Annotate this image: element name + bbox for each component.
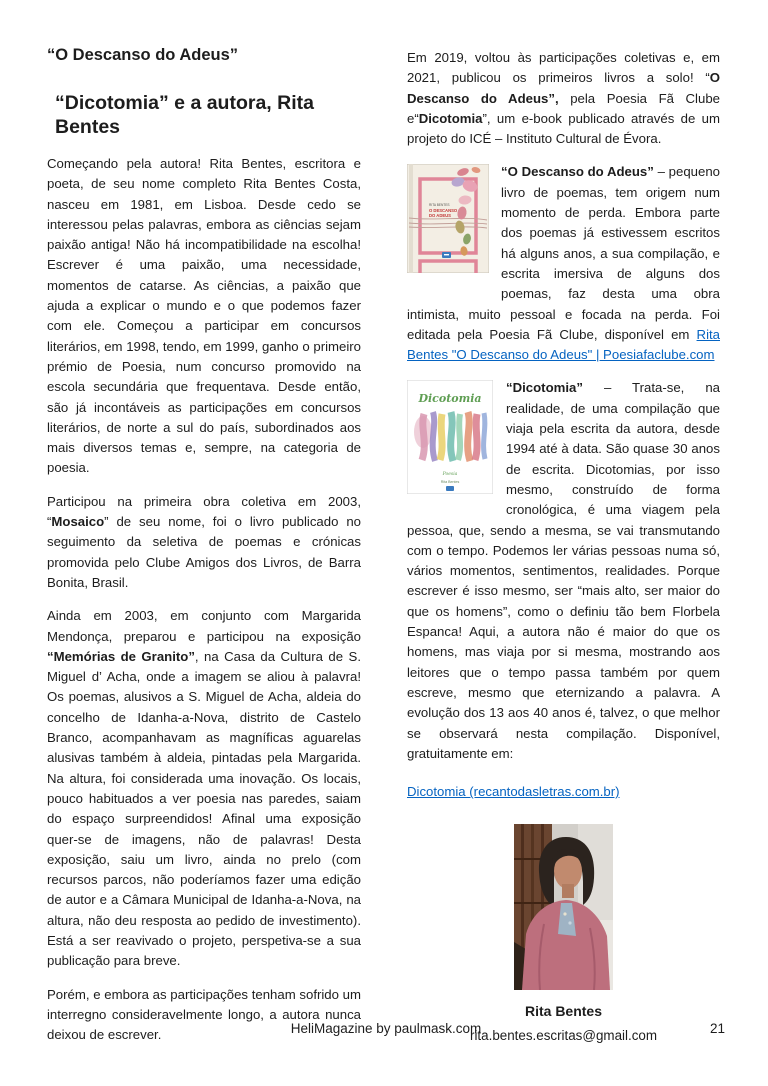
article-title: “O Descanso do Adeus” <box>47 46 239 64</box>
cover-title-script: Dicotomia <box>418 392 482 406</box>
bold-title-memorias: “Memórias de Granito” <box>47 648 195 664</box>
cover-title-line1: O DESCANSO <box>429 208 458 214</box>
link-recantodasletras[interactable]: Dicotomia (recantodasletras.com.br) <box>407 784 620 800</box>
link-poesiafaclube[interactable]: Rita Bentes "O Descanso do Adeus" | Poesiafaclube.com <box>407 326 720 363</box>
book-cover-descanso-art <box>407 164 489 273</box>
text-segment: – Trata-se, na realidade, de uma compilação que viaja pela escrita da autora, desde 1994 até à data. São quase 30 anos de escrita. Dicotomias, por isso mesmo, construído de forma cronológica, é uma viagem pela pessoa, que, sendo a mesma, se vai transmutando com o tempo. Podemos ler várias pessoas numa só, vários momentos, sentimentos, realidades. Porque escrever é isso mesmo, ser “mais alto, ser maior do que os homens”, como o definiu tão bem Florbela Espanca! Aqui, a autora não é maior do que os homens, mas viaja por si mesma, mostrando aos leitores que o tempo passa também por quem escreve, mesmo que eternizando a palavra. A evolução dos 13 aos 40 anos é, talvez, o que melhor se observará nesta compilação. Disponível, gratuitamente em: <box>407 380 720 761</box>
bold-book-title: “Dicotomia” <box>506 380 583 396</box>
paragraph-porem: Porém, e embora as participações tenham sofrido um interregno consideravelmente longo, a autora nunca deixou de escrever. <box>47 986 361 1043</box>
right-column <box>407 45 720 1045</box>
bold-title-mosaico: Mosaico <box>51 514 105 530</box>
paragraph-mosaico <box>47 492 361 593</box>
book-cover-dicotomia-art <box>407 380 493 494</box>
book-cover-descanso-image <box>407 164 489 279</box>
left-column <box>47 45 361 1045</box>
cover-author-text: Rita Bentes <box>440 480 460 485</box>
text-segment: Participou na primeira obra coletiva em 2003, “ <box>47 493 361 530</box>
text-segment: pela Poesia Fã Clube e“ <box>407 90 720 126</box>
author-photo <box>514 824 613 990</box>
text-segment: ” de seu nome, foi o livro publicado no seguimento da seletiva de poemas e crónicas promovida pelo Clube Amigos dos Livros, de Barra Bonita, Brasil. <box>47 514 361 590</box>
footer-credit: HeliMagazine by paulmask.com <box>290 1021 482 1036</box>
bold-title-dicotomia: Dicotomia <box>418 110 483 126</box>
text-segment: – pequeno livro de poemas, tem origem num momento de perda. Embora parte dos poemas já estivessem escritos há alguns anos, a sua compilação, e escrita imersiva de alguns dos poemas, faz desta uma obra intimista, muito pessoal e focada na perda. Foi editada pela Poesia Fã Clube, disponível em <box>407 164 720 342</box>
bold-title-descanso: O Descanso do Adeus”, <box>407 70 720 106</box>
link-line <box>407 782 720 802</box>
paragraph-book-descanso <box>407 162 720 365</box>
text-segment: Em 2019, voltou às participações coletivas e, em 2021, publicou os primeiros livros a solo! “ <box>407 50 720 86</box>
page-number: 21 <box>709 1021 725 1036</box>
cover-subtitle-text: Poesia <box>442 472 458 478</box>
bold-book-title: “O Descanso do Adeus” <box>501 164 654 180</box>
article-subtitle: “Dicotomia” e a autora, Rita Bentes <box>55 92 314 138</box>
cover-author-text: RITA BENTES <box>429 203 450 208</box>
page-content <box>47 45 721 1045</box>
text-segment: ”, um e-book publicado através de um projeto do ICÉ – Instituto Cultural de Évora. <box>407 110 720 147</box>
author-name-caption: Rita Bentes <box>524 1003 603 1020</box>
paragraph-2019 <box>407 48 720 149</box>
cover-title-line2: DO ADEUS <box>429 213 451 219</box>
text-segment: Ainda em 2003, em conjunto com Margarida Mendonça, preparou e participou na exposição <box>47 608 361 644</box>
author-email: rita.bentes.escritas@gmail.com <box>470 1028 657 1044</box>
paragraph-book-dicotomia <box>407 378 720 764</box>
paragraph-memorias <box>47 606 361 971</box>
paragraph-bio: Começando pela autora! Rita Bentes, escritora e poeta, de seu nome completo Rita Bentes Costa, nasceu em 1981, em Lisboa. Desde cedo se interessou pelas palavras, embora as ciências sejam paixão antiga! Não há incompatibilidade na escolha! Escrever é uma paixão, uma necessidade, momentos de catarse. As ciências, a paixão que ajuda a explicar o mundo e o que podemos fazer com ele. Começou a participar em concursos literários, em 1998, tendo, em 1999, ganho o primeiro prémio de Poesia, num concurso promovido na escola secundária que frequentava. Desde então, são já incontáveis as participações em concursos literários, de norte a sul do país, subordinados aos mais diversos temas e, sempre, na categoria de poesia. <box>47 156 361 476</box>
text-segment: , na Casa da Cultura de S. Miguel d’ Acha, onde a imagem se aliou à palavra! Os poemas, alusivos a S. Miguel de Acha, aldeia do concelho de Idanha-a-Nova, distrito de Castelo Branco, acompanhavam as magníficas aguarelas alusivas também à aldeia, pintadas pela Margarida. Na altura, foi considerada uma inovação. Os locais, pouco habituados a ver poesia nas paredes, saiam do espaço surpreendidos! Afinal uma exposição quer-se de imagens, não de palavras! Desta exposição, saiu um livro, ainda no prelo (com recursos parcos, não poderíamos fazer uma edição de autor e a Câmara Municipal de Idanha-a-Nova, na altura, não deu resposta ao pedido de investimento). Está a ser reavivado o projeto, perspetiva-se a sua publicação para breve. <box>47 648 361 969</box>
page-footer <box>47 1020 725 1038</box>
author-photo-wrap <box>407 824 720 990</box>
book-cover-dicotomia-image <box>407 380 493 500</box>
